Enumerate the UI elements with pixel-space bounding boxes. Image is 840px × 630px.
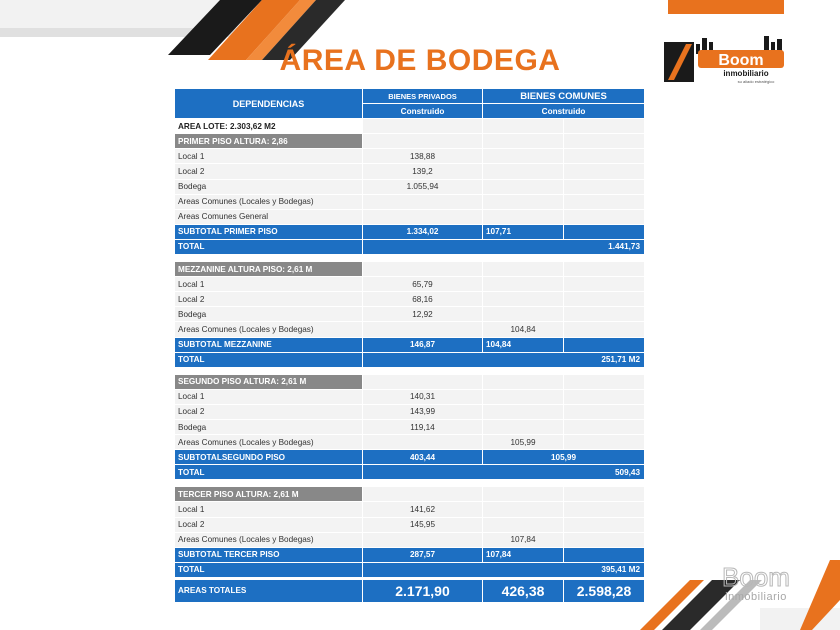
total-value: 251,71 M2 bbox=[363, 352, 645, 367]
gap-cell bbox=[175, 255, 645, 262]
subtotal-label: SUBTOTAL PRIMER PISO bbox=[175, 224, 363, 239]
subtotal-label: SUBTOTAL TERCER PISO bbox=[175, 547, 363, 562]
header-dependencias: DEPENDENCIAS bbox=[175, 89, 363, 119]
row-label: Local 2 bbox=[175, 404, 363, 419]
header-construido-comunes: Construido bbox=[483, 104, 645, 119]
row-value-comunes bbox=[483, 164, 564, 179]
total-label: TOTAL bbox=[175, 562, 363, 578]
cell bbox=[564, 292, 645, 307]
subtotal-row bbox=[175, 547, 645, 562]
cell bbox=[564, 435, 645, 450]
row-value-privados: 12,92 bbox=[363, 307, 483, 322]
cell bbox=[564, 209, 645, 224]
cell bbox=[564, 179, 645, 194]
section-heading: PRIMER PISO ALTURA: 2,86 bbox=[175, 134, 363, 149]
section-heading-row bbox=[175, 374, 645, 389]
boom-watermark bbox=[708, 560, 804, 604]
total-row bbox=[175, 465, 645, 480]
cell bbox=[483, 134, 564, 149]
header-bienes-privados: BIENES PRIVADOS bbox=[363, 89, 483, 104]
row-value-privados: 138,88 bbox=[363, 149, 483, 164]
total-value: 1.441,73 bbox=[363, 239, 645, 254]
header-bienes-comunes: BIENES COMUNES bbox=[483, 89, 645, 104]
cell bbox=[564, 307, 645, 322]
row-value-privados: 65,79 bbox=[363, 277, 483, 292]
row-value-comunes bbox=[483, 517, 564, 532]
header-row bbox=[175, 89, 645, 104]
subtotal-comunes: 107,84 bbox=[483, 547, 564, 562]
row-value-comunes bbox=[483, 179, 564, 194]
subtotal-privados: 1.334,02 bbox=[363, 224, 483, 239]
row-value-privados: 141,62 bbox=[363, 502, 483, 517]
table-row bbox=[175, 292, 645, 307]
row-value-privados bbox=[363, 209, 483, 224]
subtotal-comunes: 105,99 bbox=[483, 450, 645, 465]
cell bbox=[564, 224, 645, 239]
cell bbox=[564, 277, 645, 292]
subtotal-privados: 146,87 bbox=[363, 337, 483, 352]
svg-text:inmobiliario: inmobiliario bbox=[723, 69, 769, 78]
row-value-privados: 145,95 bbox=[363, 517, 483, 532]
total-row bbox=[175, 239, 645, 254]
table-row bbox=[175, 149, 645, 164]
row-label: Areas Comunes (Locales y Bodegas) bbox=[175, 322, 363, 337]
row-value-privados bbox=[363, 435, 483, 450]
section-gap bbox=[175, 367, 645, 374]
row-value-privados: 119,14 bbox=[363, 419, 483, 434]
cell bbox=[483, 262, 564, 277]
cell bbox=[564, 502, 645, 517]
subtotal-label: SUBTOTALSEGUNDO PISO bbox=[175, 450, 363, 465]
svg-text:su aliado estratégico: su aliado estratégico bbox=[737, 79, 775, 84]
row-value-comunes bbox=[483, 277, 564, 292]
areas-totales-row bbox=[175, 578, 645, 602]
cell bbox=[564, 404, 645, 419]
row-label: Local 1 bbox=[175, 389, 363, 404]
row-value-comunes bbox=[483, 404, 564, 419]
cell bbox=[564, 337, 645, 352]
section-heading-row bbox=[175, 487, 645, 502]
row-label: Areas Comunes (Locales y Bodegas) bbox=[175, 435, 363, 450]
areas-totales-comunes: 426,38 bbox=[483, 578, 564, 602]
cell bbox=[363, 134, 483, 149]
cell bbox=[564, 164, 645, 179]
row-label: Local 1 bbox=[175, 149, 363, 164]
page-title: ÁREA DE BODEGA bbox=[279, 44, 561, 77]
section-gap bbox=[175, 255, 645, 262]
row-label: Areas Comunes (Locales y Bodegas) bbox=[175, 194, 363, 209]
row-label: Local 1 bbox=[175, 277, 363, 292]
row-value-comunes: 107,84 bbox=[483, 532, 564, 547]
table-row bbox=[175, 404, 645, 419]
row-label: Bodega bbox=[175, 419, 363, 434]
row-label: Areas Comunes General bbox=[175, 209, 363, 224]
section-gap bbox=[175, 480, 645, 487]
table-row bbox=[175, 517, 645, 532]
row-value-privados bbox=[363, 532, 483, 547]
table-row bbox=[175, 307, 645, 322]
cell bbox=[363, 262, 483, 277]
area-table bbox=[174, 88, 645, 603]
table-row bbox=[175, 179, 645, 194]
row-label: Local 2 bbox=[175, 292, 363, 307]
table-row bbox=[175, 194, 645, 209]
row-value-comunes bbox=[483, 209, 564, 224]
area-lote-label: AREA LOTE: 2.303,62 M2 bbox=[175, 119, 363, 134]
subtotal-comunes: 104,84 bbox=[483, 337, 564, 352]
subtotal-privados: 287,57 bbox=[363, 547, 483, 562]
table-row bbox=[175, 435, 645, 450]
cell bbox=[564, 389, 645, 404]
row-label: Bodega bbox=[175, 307, 363, 322]
row-value-comunes bbox=[483, 419, 564, 434]
subtotal-row bbox=[175, 337, 645, 352]
areas-totales-total: 2.598,28 bbox=[564, 578, 645, 602]
area-lote-row bbox=[175, 119, 645, 134]
table-row bbox=[175, 277, 645, 292]
cell bbox=[483, 487, 564, 502]
cell bbox=[564, 419, 645, 434]
total-row bbox=[175, 562, 645, 578]
row-value-privados: 139,2 bbox=[363, 164, 483, 179]
row-label: Local 2 bbox=[175, 517, 363, 532]
total-row bbox=[175, 352, 645, 367]
row-value-comunes bbox=[483, 307, 564, 322]
cell bbox=[564, 149, 645, 164]
row-label: Local 1 bbox=[175, 502, 363, 517]
table-row bbox=[175, 389, 645, 404]
row-value-privados: 1.055,94 bbox=[363, 179, 483, 194]
row-label: Local 2 bbox=[175, 164, 363, 179]
table-row bbox=[175, 532, 645, 547]
subtotal-label: SUBTOTAL MEZZANINE bbox=[175, 337, 363, 352]
table-row bbox=[175, 209, 645, 224]
cell bbox=[564, 517, 645, 532]
floor-sections bbox=[175, 134, 645, 579]
svg-text:Boom: Boom bbox=[722, 562, 790, 592]
table-row bbox=[175, 419, 645, 434]
row-value-privados: 68,16 bbox=[363, 292, 483, 307]
cell bbox=[564, 194, 645, 209]
subtotal-privados: 403,44 bbox=[363, 450, 483, 465]
areas-totales-privados: 2.171,90 bbox=[363, 578, 483, 602]
total-label: TOTAL bbox=[175, 465, 363, 480]
row-label: Bodega bbox=[175, 179, 363, 194]
gap-cell bbox=[175, 367, 645, 374]
cell bbox=[564, 134, 645, 149]
total-label: TOTAL bbox=[175, 352, 363, 367]
table-row bbox=[175, 502, 645, 517]
header-construido-privados: Construido bbox=[363, 104, 483, 119]
cell bbox=[363, 487, 483, 502]
row-value-comunes bbox=[483, 149, 564, 164]
row-value-comunes bbox=[483, 502, 564, 517]
gap-cell bbox=[175, 480, 645, 487]
total-label: TOTAL bbox=[175, 239, 363, 254]
cell bbox=[564, 262, 645, 277]
section-heading-row bbox=[175, 262, 645, 277]
row-value-comunes bbox=[483, 292, 564, 307]
row-value-privados: 140,31 bbox=[363, 389, 483, 404]
total-value: 509,43 bbox=[363, 465, 645, 480]
cell bbox=[363, 374, 483, 389]
section-heading: MEZZANINE ALTURA PISO: 2,61 M bbox=[175, 262, 363, 277]
areas-totales-label: AREAS TOTALES bbox=[175, 578, 363, 602]
row-value-comunes: 105,99 bbox=[483, 435, 564, 450]
cell bbox=[564, 322, 645, 337]
section-heading: SEGUNDO PISO ALTURA: 2,61 M bbox=[175, 374, 363, 389]
svg-text:Boom: Boom bbox=[718, 52, 764, 69]
table-row bbox=[175, 322, 645, 337]
svg-text:inmobiliario: inmobiliario bbox=[725, 591, 787, 603]
subtotal-comunes: 107,71 bbox=[483, 224, 564, 239]
row-value-comunes bbox=[483, 194, 564, 209]
row-value-comunes: 104,84 bbox=[483, 322, 564, 337]
boom-logo bbox=[664, 34, 788, 86]
cell bbox=[483, 374, 564, 389]
cell bbox=[564, 487, 645, 502]
total-value: 395,41 M2 bbox=[363, 562, 645, 578]
cell bbox=[564, 547, 645, 562]
row-label: Areas Comunes (Locales y Bodegas) bbox=[175, 532, 363, 547]
row-value-privados bbox=[363, 194, 483, 209]
section-heading: TERCER PISO ALTURA: 2,61 M bbox=[175, 487, 363, 502]
subtotal-row bbox=[175, 224, 645, 239]
section-heading-row bbox=[175, 134, 645, 149]
row-value-privados: 143,99 bbox=[363, 404, 483, 419]
row-value-privados bbox=[363, 322, 483, 337]
row-value-comunes bbox=[483, 389, 564, 404]
table-row bbox=[175, 164, 645, 179]
subtotal-row bbox=[175, 450, 645, 465]
cell bbox=[564, 374, 645, 389]
cell bbox=[564, 532, 645, 547]
